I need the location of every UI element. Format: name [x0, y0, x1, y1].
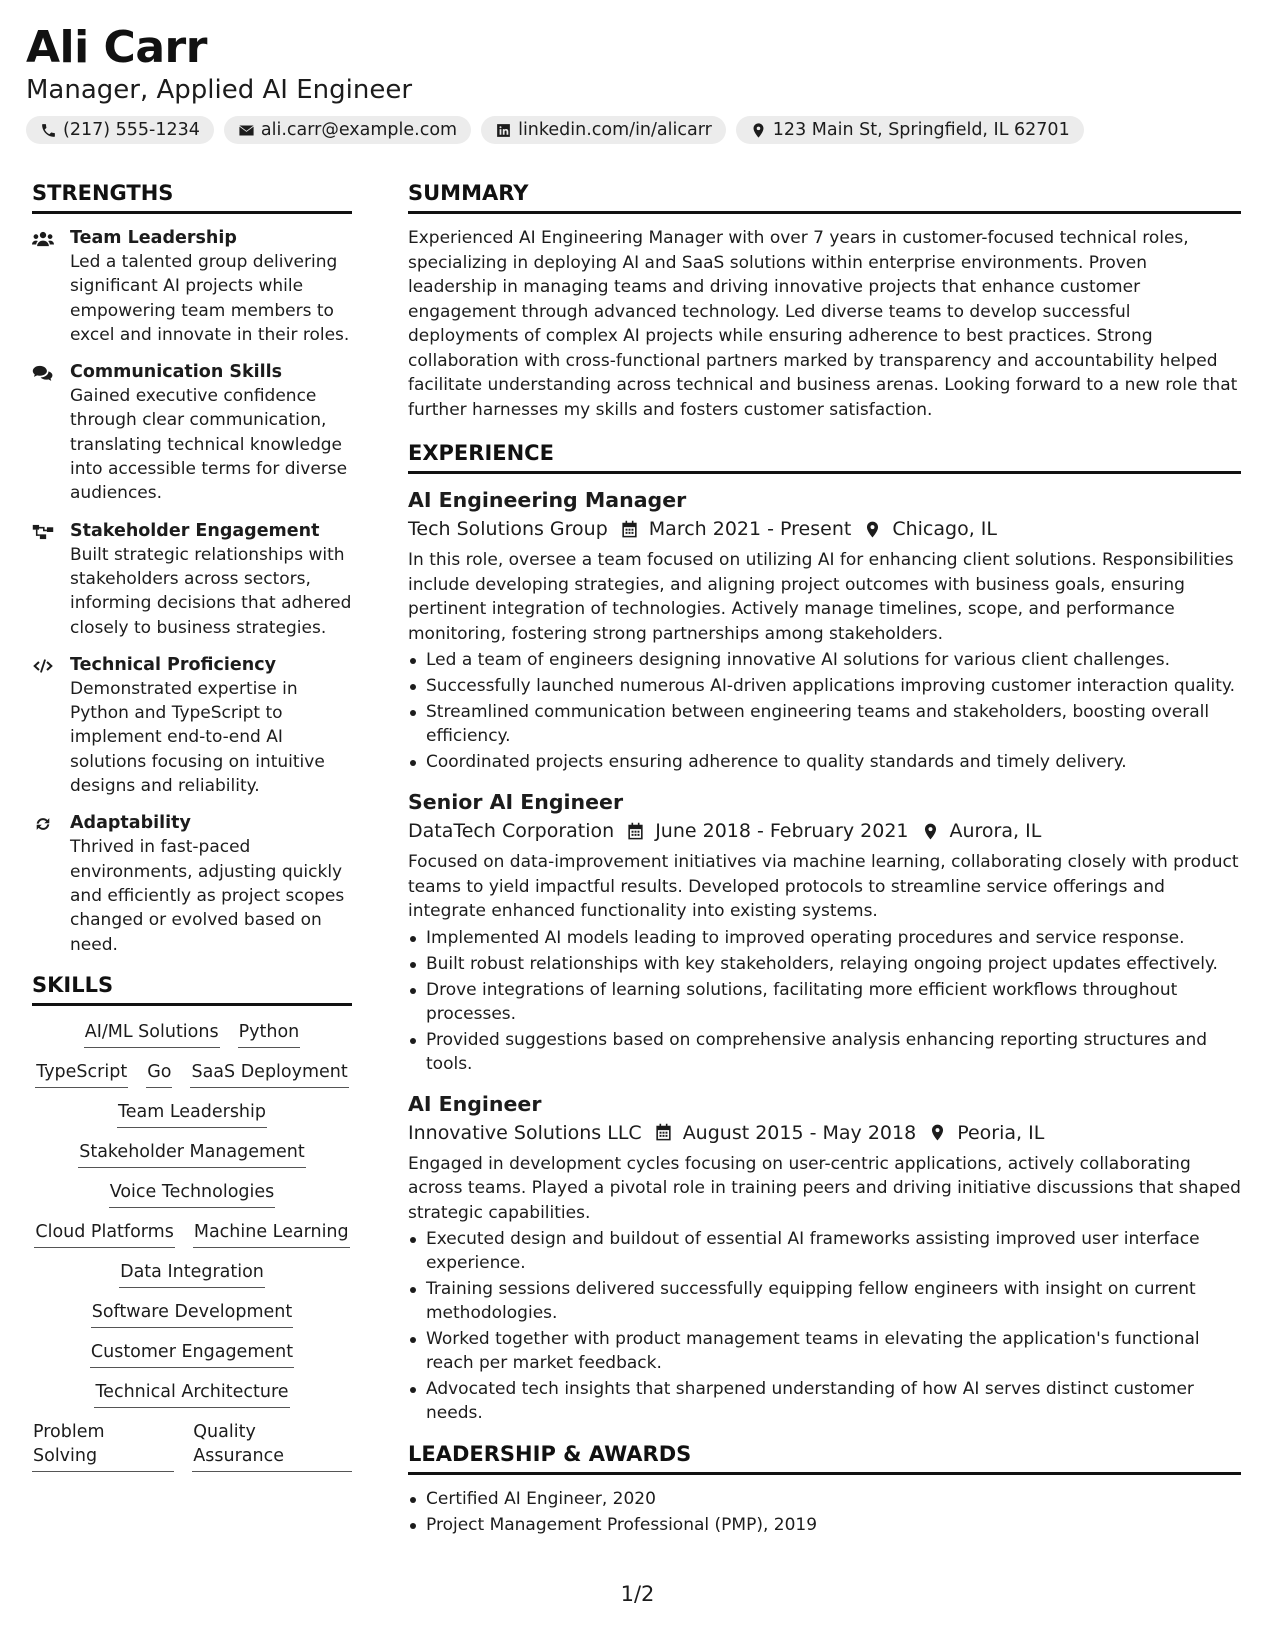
experience-list [408, 486, 1241, 1425]
skills-heading: SKILLS [32, 970, 352, 1006]
address-pill[interactable] [736, 116, 1084, 144]
strength-desc: Demonstrated expertise in Python and TypeScript to implement end-to-end AI solutions focusing on intuitive designs and reliability. [70, 678, 325, 797]
users-icon [32, 230, 54, 248]
awards-list [408, 1487, 1241, 1537]
skill-row [32, 1180, 352, 1208]
bullet-item: Coordinated projects ensuring adherence to quality standards and timely delivery. [408, 750, 1241, 774]
phone-pill[interactable] [26, 116, 214, 144]
strength-title: Communication Skills [70, 362, 283, 383]
linkedin-text: linkedin.com/in/alicarr [518, 120, 712, 140]
skill-row [32, 1220, 352, 1248]
job-meta [408, 816, 1241, 846]
map-marker-icon [928, 1123, 947, 1142]
skill-tag: Team Leadership [117, 1100, 267, 1128]
skill-tag: Technical Architecture [94, 1380, 289, 1408]
bullet-item: Executed design and buildout of essential AI frameworks assisting improved user interface experience. [408, 1227, 1241, 1275]
strength-desc: Led a talented group delivering significant AI projects while empowering team members to excel and innovate in their roles. [70, 252, 350, 345]
comments-icon [32, 364, 54, 382]
bullet-item: Drove integrations of learning solutions, facilitating more efficient workflows throughout processes. [408, 978, 1241, 1026]
bullet-item: Implemented AI models leading to improved operating procedures and service response. [408, 926, 1241, 950]
strength-item [32, 811, 352, 956]
skill-row [32, 1380, 352, 1408]
strength-title: Team Leadership [70, 228, 237, 248]
map-marker-icon [750, 122, 767, 139]
phone-text: (217) 555-1234 [63, 120, 200, 140]
sync-icon [32, 815, 54, 833]
job-meta [408, 514, 1241, 544]
bullet-item: Built robust relationships with key stakeholders, relaying ongoing project updates effectively. [408, 952, 1241, 976]
skill-tag: Software Development [91, 1300, 294, 1328]
resume-header [26, 22, 1246, 144]
skill-row [32, 1060, 352, 1088]
strength-title: Stakeholder Engagement [70, 520, 320, 541]
skill-row [32, 1100, 352, 1128]
page-number: 1/2 [620, 1582, 655, 1606]
skill-tag: Voice Technologies [109, 1180, 276, 1208]
strength-item [32, 226, 352, 347]
left-column [32, 178, 352, 1472]
skill-tag: Machine Learning [193, 1220, 350, 1248]
job-title: AI Engineer [408, 1091, 542, 1116]
award-item: Certified AI Engineer, 2020 [408, 1487, 1241, 1511]
job-meta [408, 1118, 1241, 1148]
strength-desc: Thrived in fast-paced environments, adjusting quickly and efficiently as project scopes changed or evolved based on need. [70, 837, 345, 955]
skill-row [32, 1260, 352, 1288]
job-location: Peoria, IL [957, 1121, 1045, 1144]
job-location: Chicago, IL [892, 518, 997, 540]
skill-row [32, 1300, 352, 1328]
job-description: In this role, oversee a team focused on utilizing AI for enhancing client solutions. Responsibilities include developing strategies, and aligning project outcomes with business goals, ensuring pertinent integration of technologies. Actively manage timelines, scope, and performance monitoring, fostering strong partnerships among stakeholders. [408, 550, 1234, 644]
job-description: Engaged in development cycles focusing on user-centric applications, actively collaborating across teams. Played a pivotal role in training peers and driving initiative discussions that shaped strategic capabilities. [408, 1153, 1241, 1223]
bullet-item: Led a team of engineers designing innovative AI solutions for various client challenges. [408, 648, 1241, 672]
job-dates: June 2018 - February 2021 [655, 820, 909, 842]
contact-bar [26, 116, 1246, 144]
job-bullets [408, 926, 1241, 1076]
strength-desc: Built strategic relationships with stakeholders across sectors, informing decisions that adhered closely to business strategies. [70, 544, 352, 638]
bullet-item: Provided suggestions based on comprehensive analysis enhancing reporting structures and tools. [408, 1028, 1241, 1076]
award-item: Project Management Professional (PMP), 2019 [408, 1513, 1241, 1537]
skill-tag: TypeScript [35, 1060, 128, 1088]
right-column [408, 178, 1241, 1539]
summary-heading: SUMMARY [408, 178, 1241, 214]
strengths-heading: STRENGTHS [32, 178, 352, 214]
job-location: Aurora, IL [949, 820, 1042, 842]
map-marker-icon [863, 520, 882, 539]
candidate-name: Ali Carr [26, 22, 207, 73]
skill-tag: Data Integration [119, 1260, 265, 1288]
summary-text: Experienced AI Engineering Manager with over 7 years in customer-focused technical roles, specializing in deploying AI and SaaS solutions within enterprise environments. Proven leadership in managing teams and driving innovative projects that enhance customer engagement through advanced technology. Led diverse teams to develop successful deployments of complex AI projects while ensuring adherence to best practices. Strong collaboration with cross-functional partners marked by transparency and accountability helped facilitate understanding across technical and business arenas. Looking forward to a new role that further harnesses my skills and fosters customer satisfaction. [408, 228, 1238, 420]
skill-row [32, 1020, 352, 1048]
calendar-icon [626, 822, 645, 841]
strength-desc: Gained executive confidence through clear communication, translating technical knowledge into accessible terms for diverse audiences. [70, 386, 348, 504]
linkedin-pill[interactable] [481, 116, 726, 144]
strength-item [32, 653, 352, 798]
job-entry [408, 1090, 1241, 1426]
skills-list [32, 1020, 352, 1472]
calendar-icon [654, 1123, 673, 1142]
job-title: AI Engineering Manager [408, 488, 687, 512]
skill-tag: AI/ML Solutions [84, 1020, 220, 1048]
candidate-title: Manager, Applied AI Engineer [26, 75, 413, 105]
skill-tag: Problem Solving [32, 1420, 174, 1472]
strength-item [32, 519, 352, 640]
skill-row [32, 1140, 352, 1168]
linkedin-icon [495, 122, 512, 139]
email-text: ali.carr@example.com [260, 120, 458, 140]
job-company: Innovative Solutions LLC [408, 1121, 642, 1144]
map-marker-icon [921, 822, 940, 841]
calendar-icon [620, 520, 639, 539]
skill-row [32, 1340, 352, 1368]
address-text: 123 Main St, Springfield, IL 62701 [772, 120, 1070, 140]
job-entry [408, 788, 1241, 1076]
skill-tag: SaaS Deployment [190, 1060, 348, 1088]
skill-tag: Quality Assurance [192, 1420, 352, 1472]
skill-tag: Cloud Platforms [34, 1220, 174, 1248]
experience-heading: EXPERIENCE [408, 438, 1241, 474]
job-description: Focused on data-improvement initiatives via machine learning, collaborating closely with product teams to yield impactful results. Developed protocols to streamline service offerings and integrate enhanced functionality into existing systems. [408, 852, 1239, 921]
bullet-item: Streamlined communication between engineering teams and stakeholders, boosting overall efficiency. [408, 700, 1241, 748]
awards-heading: LEADERSHIP & AWARDS [408, 1439, 1241, 1475]
job-bullets [408, 1227, 1241, 1425]
skill-tag: Python [238, 1020, 301, 1048]
bullet-item: Successfully launched numerous AI-driven applications improving customer interaction quality. [408, 674, 1241, 698]
bullet-item: Advocated tech insights that sharpened understanding of how AI serves distinct customer needs. [408, 1377, 1241, 1425]
skill-row [32, 1420, 352, 1472]
job-entry [408, 486, 1241, 774]
sitemap-icon [32, 523, 54, 541]
skill-tag: Stakeholder Management [78, 1140, 306, 1168]
job-dates: March 2021 - Present [648, 518, 852, 540]
job-company: DataTech Corporation [408, 820, 615, 842]
skill-tag: Go [146, 1060, 172, 1088]
job-title: Senior AI Engineer [408, 790, 624, 814]
strength-title: Adaptability [70, 813, 191, 834]
email-pill[interactable] [224, 116, 471, 144]
bullet-item: Training sessions delivered successfully equipping fellow engineers with insight on current methodologies. [408, 1277, 1241, 1325]
code-icon [32, 657, 54, 675]
envelope-icon [238, 122, 255, 139]
job-bullets [408, 648, 1241, 774]
bullet-item: Worked together with product management teams in elevating the application's functional reach per market feedback. [408, 1327, 1241, 1375]
phone-icon [40, 122, 57, 139]
strength-item [32, 360, 352, 505]
job-dates: August 2015 - May 2018 [682, 1121, 917, 1144]
skill-tag: Customer Engagement [90, 1340, 294, 1368]
strength-title: Technical Proficiency [70, 654, 276, 675]
job-company: Tech Solutions Group [408, 518, 608, 540]
